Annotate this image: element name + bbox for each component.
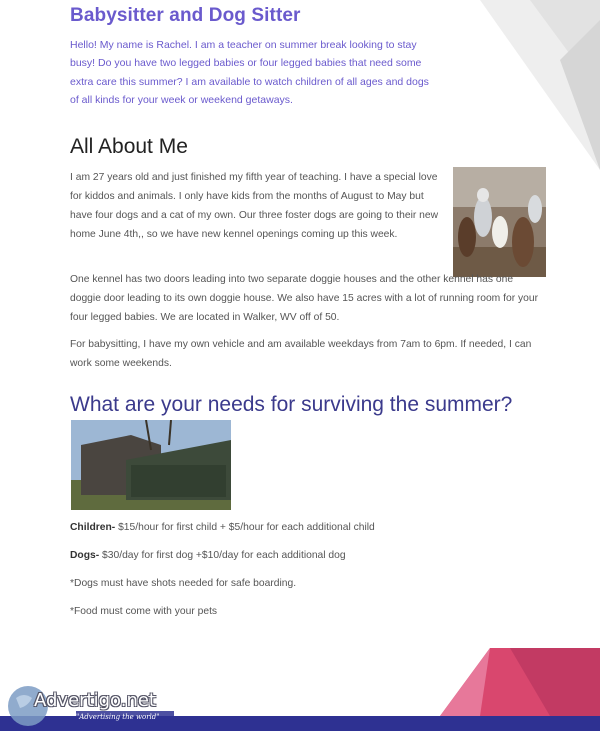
about-heading: All About Me: [70, 135, 188, 158]
watermark-tagline: "Advertising the world": [76, 713, 160, 721]
about-paragraph-1: I am 27 years old and just finished my fifth year of teaching. I have a special love for kiddos and animals. I only have kids from the months of August to May but have four dogs and a cat of my own. Our three foster dogs are going to their new home June 4th,, so we have new kennel openings coming up this week.: [70, 172, 439, 240]
intro-paragraph: Hello! My name is Rachel. I am a teacher on summer break looking to stay busy! Do you have two legged babies or four legged babies that need some extra care this summer? I am available to watch children of all ages and dogs of all kinds for your week or weekend getaways.: [70, 39, 429, 106]
kennel-photo: [71, 420, 231, 510]
page-title: Babysitter and Dog Sitter: [70, 5, 301, 26]
about-paragraph-2: One kennel has two doors leading into two separate doggie houses and the other kennel has one doggie door leading to its own doggie house. We also have 15 acres with a lot of running room for your four legged babies. We are located in Walker, WV off of 50.: [70, 274, 539, 323]
dogs-photo: [453, 167, 546, 277]
children-price-text: $15/hour for first child + $5/hour for each additional child: [115, 522, 375, 533]
food-note: *Food must come with your pets: [70, 606, 218, 617]
children-label: Children-: [70, 522, 116, 533]
watermark-brand: Advertigo.net: [34, 690, 156, 711]
children-price: [70, 520, 375, 536]
needs-heading: What are your needs for surviving the summer?: [70, 393, 513, 416]
dogs-price: [70, 548, 346, 564]
shots-note: *Dogs must have shots needed for safe boarding.: [70, 578, 297, 589]
corner-decoration-top: [440, 0, 600, 170]
about-paragraph-3: For babysitting, I have my own vehicle and am available weekdays from 7am to 6pm. If needed, I can work some weekends.: [70, 339, 532, 369]
dogs-price-text: $30/day for first dog +$10/day for each additional dog: [99, 550, 346, 561]
corner-decoration-bottom: [440, 648, 600, 716]
dogs-label: Dogs-: [70, 550, 100, 561]
